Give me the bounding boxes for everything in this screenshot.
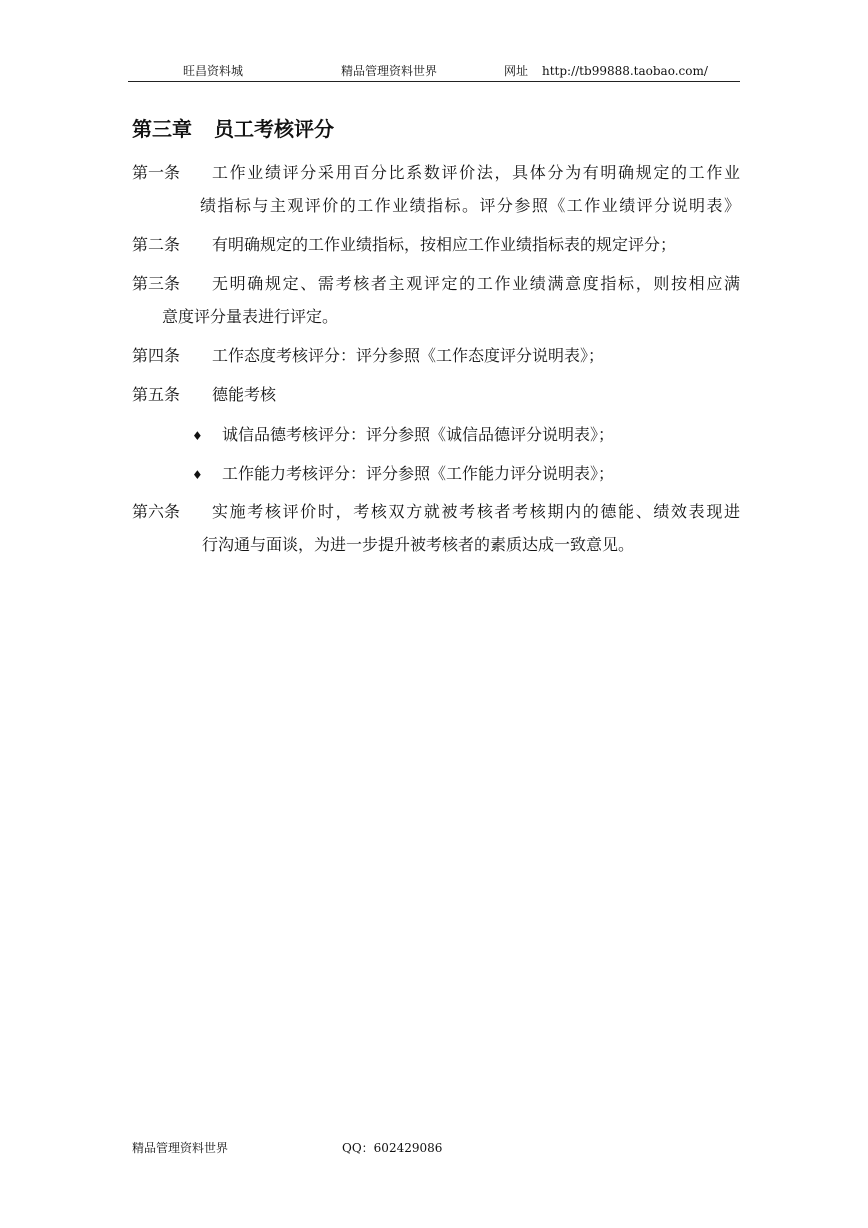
bullet-text: 工作能力考核评分：评分参照《工作能力评分说明表》； <box>222 464 615 483</box>
bullet-text: 诚信品德考核评分：评分参照《诚信品德评分说明表》； <box>222 425 615 444</box>
article-2 <box>132 228 740 261</box>
article-label: 第五条 <box>132 385 181 404</box>
article-3 <box>132 267 740 333</box>
page-header <box>128 63 740 80</box>
article-label: 第三条 <box>132 274 181 293</box>
article-text-line: 德能考核 <box>212 385 277 404</box>
article-5 <box>132 378 740 411</box>
chapter-number: 第三章 <box>132 117 192 141</box>
article-text-line: 绩指标与主观评价的工作业绩指标。评分参照《工作业绩评分说明表》 <box>200 196 740 215</box>
header-url[interactable]: http://tb99888.taobao.com/ <box>542 64 708 78</box>
chapter-name: 员工考核评分 <box>214 117 334 141</box>
bullet-item <box>192 418 614 453</box>
header-url-label: 网址 <box>504 64 529 78</box>
page-footer <box>132 1140 443 1157</box>
chapter-title <box>132 115 334 143</box>
article-text-line: 行沟通与面谈，为进一步提升被考核者的素质达成一致意见。 <box>202 535 635 554</box>
article-label: 第四条 <box>132 346 181 365</box>
article-1 <box>132 156 740 222</box>
article-text-line: 无明确规定、需考核者主观评定的工作业绩满意度指标，则按相应满 <box>212 274 740 293</box>
article-6 <box>132 495 740 561</box>
article-text-line: 有明确规定的工作业绩指标，按相应工作业绩指标表的规定评分； <box>212 235 677 254</box>
diamond-bullet-icon: ♦ <box>192 429 203 443</box>
article-text-line: 实施考核评价时，考核双方就被考核者考核期内的德能、绩效表现进 <box>212 502 740 521</box>
article-label: 第二条 <box>132 235 181 254</box>
header-shop-name: 旺昌资料城 <box>183 64 244 78</box>
article-4 <box>132 339 740 372</box>
article-text-line: 意度评分量表进行评定。 <box>162 307 339 326</box>
footer-qq: QQ：602429086 <box>342 1141 443 1155</box>
article-label: 第一条 <box>132 163 181 182</box>
header-divider <box>128 81 740 82</box>
footer-site-title: 精品管理资料世界 <box>132 1141 229 1155</box>
article-label: 第六条 <box>132 502 181 521</box>
header-site-title: 精品管理资料世界 <box>341 64 438 78</box>
article-text-line: 工作业绩评分采用百分比系数评价法，具体分为有明确规定的工作业 <box>212 163 740 182</box>
article-text-line: 工作态度考核评分：评分参照《工作态度评分说明表》； <box>212 346 605 365</box>
bullet-item <box>192 457 614 492</box>
diamond-bullet-icon: ♦ <box>192 468 203 482</box>
